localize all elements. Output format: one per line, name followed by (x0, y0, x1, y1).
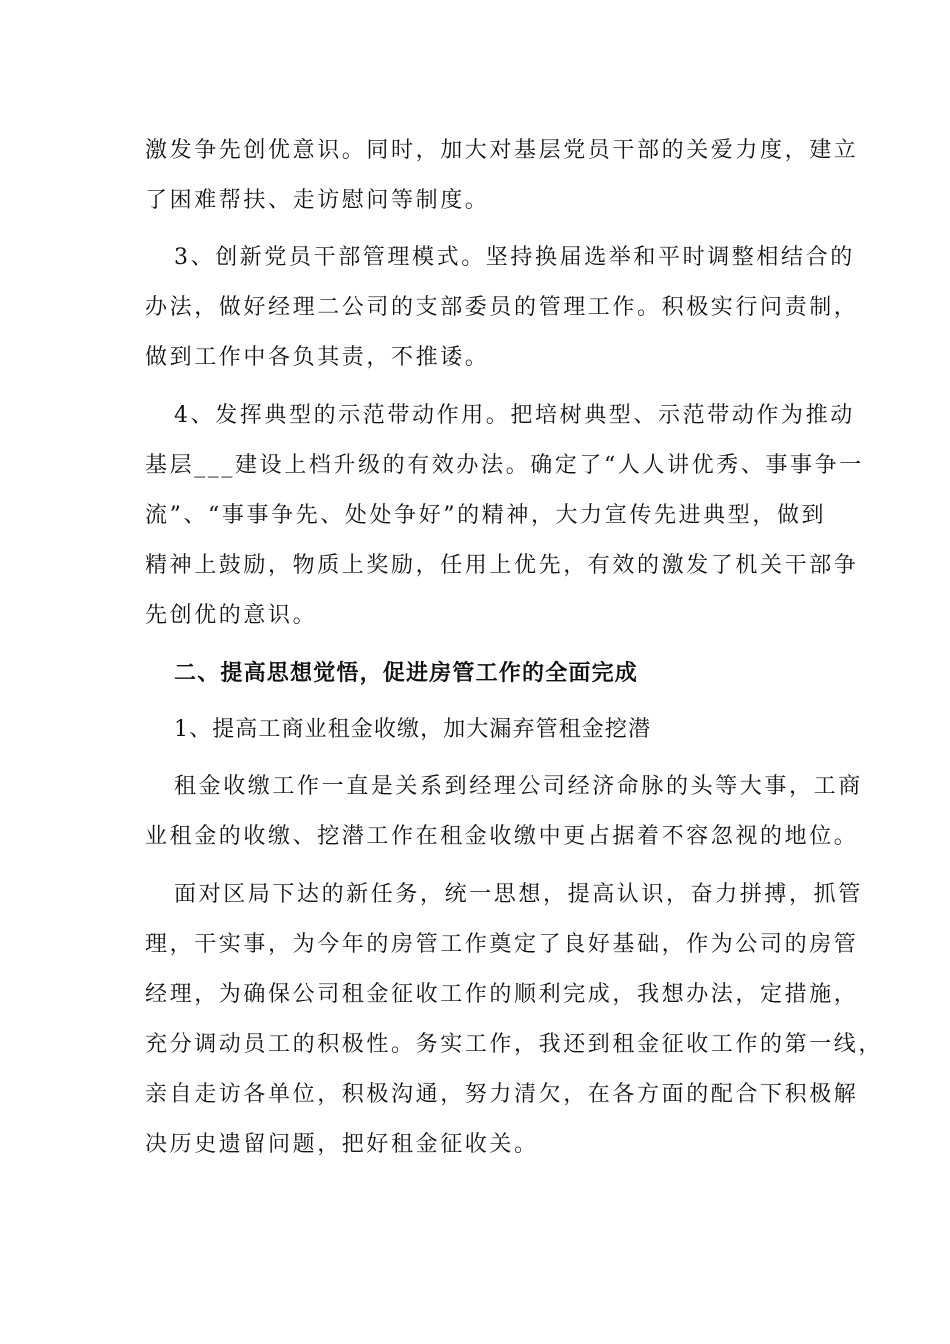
paragraph-line: 基层___建设上档升级的有效办法。确定了“人人讲优秀、事事争一 (145, 453, 864, 478)
paragraph-line: 3、创新党员干部管理模式。坚持换届选举和平时调整相结合的 (174, 245, 855, 270)
paragraph-line: 亲自走访各单位，积极沟通，努力清欠，在各方面的配合下积极解 (145, 1082, 859, 1107)
paragraph-line: 决历史遗留问题，把好租金征收关。 (145, 1132, 539, 1157)
subsection-heading: 1、提高工商业租金收缴，加大漏弃管租金挖潜 (174, 717, 652, 742)
section-heading: 二、提高思想觉悟，促进房管工作的全面完成 (174, 660, 639, 686)
paragraph-line: 经理，为确保公司租金征收工作的顺利完成，我想办法，定措施， (145, 982, 859, 1007)
paragraph-line: 业租金的收缴、挖潜工作在租金收缴中更占据着不容忽视的地位。 (145, 824, 859, 849)
paragraph-line: 了困难帮扶、走访慰问等制度。 (145, 188, 490, 213)
paragraph-line: 理，干实事，为今年的房管工作奠定了良好基础，作为公司的房管 (145, 932, 859, 957)
paragraph-line: 先创优的意识。 (145, 603, 318, 628)
paragraph-line: 4、发挥典型的示范带动作用。把培树典型、示范带动作为推动 (174, 403, 855, 428)
paragraph-line: 充分调动员工的积极性。务实工作，我还到租金征收工作的第一线， (145, 1032, 884, 1057)
paragraph-line: 激发争先创优意识。同时，加大对基层党员干部的关爱力度，建立 (145, 138, 859, 163)
paragraph-line: 租金收缴工作一直是关系到经理公司经济命脉的头等大事，工商 (174, 774, 863, 799)
paragraph-line: 办法，做好经理二公司的支部委员的管理工作。积极实行问责制， (145, 295, 859, 320)
paragraph-line: 精神上鼓励，物质上奖励，任用上优先，有效的激发了机关干部争 (145, 553, 859, 578)
paragraph-line: 做到工作中各负其责，不推诿。 (145, 345, 490, 370)
paragraph-line: 面对区局下达的新任务，统一思想，提高认识，奋力拼搏，抓管 (174, 882, 863, 907)
paragraph-line: 流”、“事事争先、处处争好”的精神，大力宣传先进典型，做到 (145, 503, 827, 528)
